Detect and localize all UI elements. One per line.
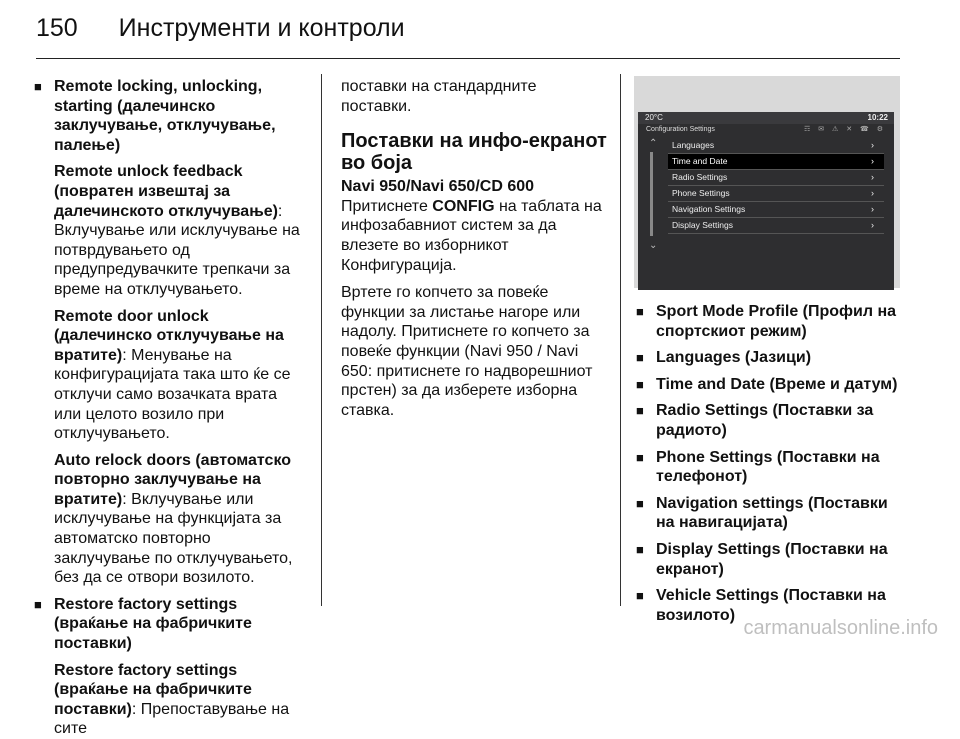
menu-item-label: Radio Settings [672, 172, 728, 182]
bullet-remote-locking: ■ Remote locking, unlocking, starting (далечинско заклучување, отклучување, палење) [34, 77, 308, 155]
column-2 [341, 77, 611, 428]
settings-list-item: ■ Navigation settings (Поставки на навигацијата) [636, 494, 902, 533]
menu-item[interactable] [668, 186, 884, 202]
settings-menu [668, 138, 884, 234]
menu-item[interactable] [668, 170, 884, 186]
settings-list-item: ■ Languages (Јазици) [636, 348, 902, 368]
menu-item-label: Phone Settings [672, 188, 730, 198]
menu-item-label: Languages [672, 140, 715, 150]
restore-paragraph [34, 661, 308, 739]
relock-title: Auto relock doors (автоматско повторно заклучување на вратите) [54, 451, 292, 508]
settings-list-item: ■ Phone Settings (Поставки на телефонот) [636, 448, 902, 487]
column-3 [636, 302, 902, 632]
page-number: 150 [36, 14, 78, 42]
feedback-text: : Вклучување или исклучување на потврдувањето од предупредувачките трепкачи за време на отклучувањето. [54, 202, 300, 298]
section-subheading: Navi 950/Navi 650/CD 600 [341, 178, 535, 196]
continued-text: поставки на стандардните поставки. [341, 78, 537, 115]
scroll-down-icon[interactable]: ⌄ [649, 240, 658, 251]
config-button-label: CONFIG [432, 197, 495, 215]
knob-paragraph: Вртете го копчето за повеќе функции за листање нагоре или надолу. Притиснете го копчето за повеќе функции (Navi 950 / Navi 650: притиснете го надворешниот прстен) за да изберете изборна ставка. [341, 284, 593, 419]
door-unlock-paragraph [34, 307, 308, 444]
menu-item[interactable] [668, 218, 884, 234]
restore-text: : Препоставување на сите [54, 700, 290, 738]
status-icons: ☶ ✉ ⚠ ✕ ☎ ⚙ [804, 126, 886, 133]
menu-item-label: Navigation Settings [672, 204, 746, 214]
restore-title: Restore factory settings (враќање на фабричките поставки) [54, 661, 252, 718]
screen-title-bar [638, 125, 894, 135]
settings-list-item: ■ Radio Settings (Поставки за радиото) [636, 401, 902, 440]
status-bar [638, 112, 894, 124]
header-rule [36, 58, 900, 59]
temperature: 20°C [645, 113, 663, 122]
page-header [36, 14, 405, 43]
settings-list-item: ■ Sport Mode Profile (Профил на спортскиот режим) [636, 302, 902, 341]
menu-item[interactable] [668, 202, 884, 218]
chevron-right-icon: › [871, 204, 874, 214]
config-paragraph [341, 197, 611, 275]
chevron-right-icon: › [871, 172, 874, 182]
door-unlock-text: : Менување на конфигурацијата така што ќе се отклучи само возачката врата или целото возило при отклучувањето. [54, 346, 291, 443]
column-divider-2 [620, 74, 621, 606]
feedback-paragraph [34, 162, 308, 299]
chevron-right-icon: › [871, 156, 874, 166]
menu-item[interactable] [668, 138, 884, 154]
infotainment-screen [638, 112, 894, 290]
menu-item[interactable] [668, 154, 884, 170]
relock-text: : Вклучување или исклучување на функцијата за автоматско повторно заклучување по отклучувањето, без да се отвори возилото. [54, 490, 293, 587]
menu-item-label: Display Settings [672, 220, 733, 230]
config-text-pre: Притиснете [341, 197, 433, 215]
settings-list-item: ■ Display Settings (Поставки на екранот) [636, 540, 902, 579]
watermark: carmanualsonline.info [743, 617, 938, 639]
scroll-up-icon[interactable]: ⌃ [649, 138, 658, 149]
clock: 10:22 [867, 113, 888, 122]
column-1 [34, 77, 308, 739]
chevron-right-icon: › [871, 140, 874, 150]
section-heading: Поставки на инфо-екранот во боја [341, 130, 607, 175]
scrollbar[interactable] [650, 152, 653, 236]
bullet-restore-factory: ■ Restore factory settings (враќање на фабричките поставки) [34, 595, 308, 654]
chevron-right-icon: › [871, 220, 874, 230]
menu-item-label: Time and Date [672, 156, 728, 166]
chevron-right-icon: › [871, 188, 874, 198]
relock-paragraph [34, 451, 308, 588]
config-screenshot [634, 76, 900, 288]
column-divider-1 [321, 74, 322, 606]
door-unlock-title: Remote door unlock (далечинско отклучување на вратите) [54, 307, 284, 364]
screen-title: Configuration Settings [646, 126, 715, 133]
config-text-post: на таблата на инфозабавниот систем за да влезете во изборникот Конфигурација. [341, 197, 602, 274]
settings-list-item: ■ Vehicle Settings (Поставки на возилото) [636, 586, 902, 625]
settings-list-item: ■ Time and Date (Време и датум) [636, 375, 902, 395]
feedback-title: Remote unlock feedback (повратен извештај за далечинското отклучување) [54, 163, 278, 220]
page-title: Инструменти и контроли [118, 14, 405, 42]
